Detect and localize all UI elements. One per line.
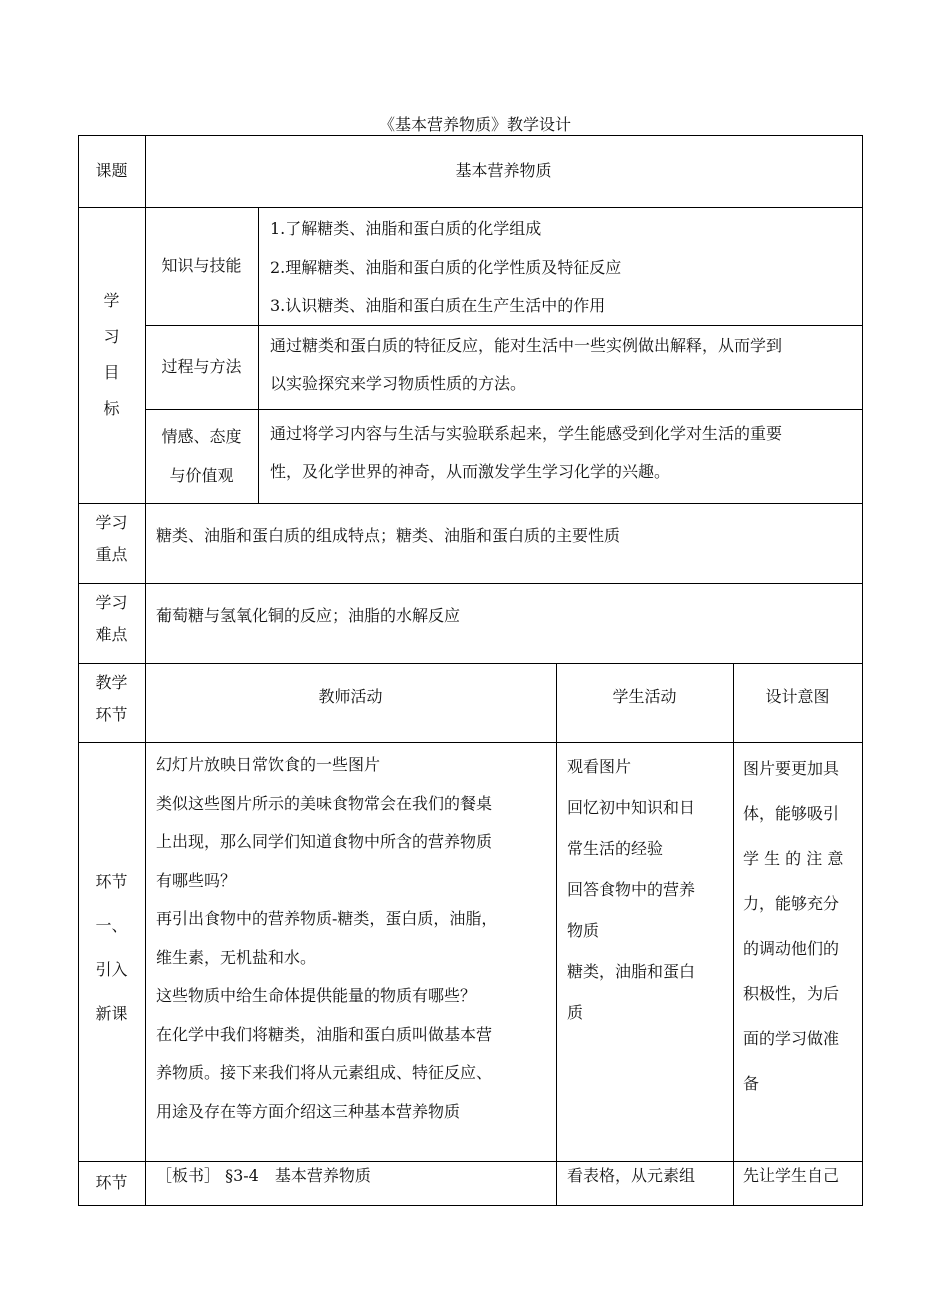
stage2-label: 环节 [95,1173,128,1192]
list-item: 2.理解糖类、油脂和蛋白质的化学性质及特征反应 [270,257,622,277]
design-intent-header: 设计意图 [765,687,830,706]
difficulties-value: 葡萄糖与氢氧化铜的反应；油脂的水解反应 [156,606,461,625]
stage2-design-intent: 先让学生自己 [743,1166,840,1185]
difficulties-label: 学习 难点 [95,593,128,644]
knowledge-skills-items [270,210,860,326]
emotion-values-label: 情感、态度 与价值观 [161,427,242,485]
list-item: 3.认识糖类、油脂和蛋白质在生产生活中的作用 [270,296,606,315]
stage2-student-activity: 看表格，从元素组 [567,1166,696,1185]
objectives-label: 学 习 目 标 [103,291,120,418]
stage-header: 教学 环节 [95,673,128,724]
emotion-values-text: 通过将学习内容与生活与实验联系起来，学生能感受到化学对生活的重要 性，及化学世界的神奇，从而激发学生学习化学的兴趣。 [270,424,783,481]
key-points-value: 糖类、油脂和蛋白质的组成特点；糖类、油脂和蛋白质的主要性质 [156,526,621,545]
key-points-label: 学习 重点 [95,513,128,564]
stage1-teacher-activity: 幻灯片放映日常饮食的一些图片 类似这些图片所示的美味食物常会在我们的餐桌 上出现，那么同学们知道食物中所含的营养物质 有哪些吗？ 再引出食物中的营养物质-糖类，蛋白质，油脂， 维生素，无机盐和水。 这些物质中给生命体提供能量的物质有哪些？ 在化学中我们将糖类，油脂和蛋白质叫做基本营 养物质。接下来我们将从元素组成、特征反应、 用途及存在等方面介绍这三种基本营养物质 [156,755,498,1121]
stage1-student-activity: 观看图片 回忆初中知识和日 常生活的经验 回答食物中的营养 物质 糖类，油脂和蛋白 质 [567,757,696,1022]
stage1-label: 环节 一、 引入 新课 [95,872,128,1023]
process-method-text: 通过糖类和蛋白质的特征反应，能对生活中一些实例做出解释，从而学到 以实验探究来学习物质性质的方法。 [270,336,783,393]
topic-value: 基本营养物质 [455,161,552,180]
process-method-label: 过程与方法 [161,357,242,376]
stage1-design-intent: 图片要更加具 体，能够吸引 学 生 的 注 意 力，能够充分 的调动他们的 积极性，为后 面的学习做准 备 [743,759,844,1093]
document-title: 《基本营养物质》教学设计 [378,115,571,134]
topic-label: 课题 [95,161,128,180]
student-activity-header: 学生活动 [612,687,677,706]
knowledge-skills-label: 知识与技能 [161,256,242,275]
teacher-activity-header: 教师活动 [318,687,383,706]
stage2-teacher-activity: ［板书］ §3-4 基本营养物质 [156,1166,371,1185]
list-item: 1.了解糖类、油脂和蛋白质的化学组成 [270,219,542,238]
